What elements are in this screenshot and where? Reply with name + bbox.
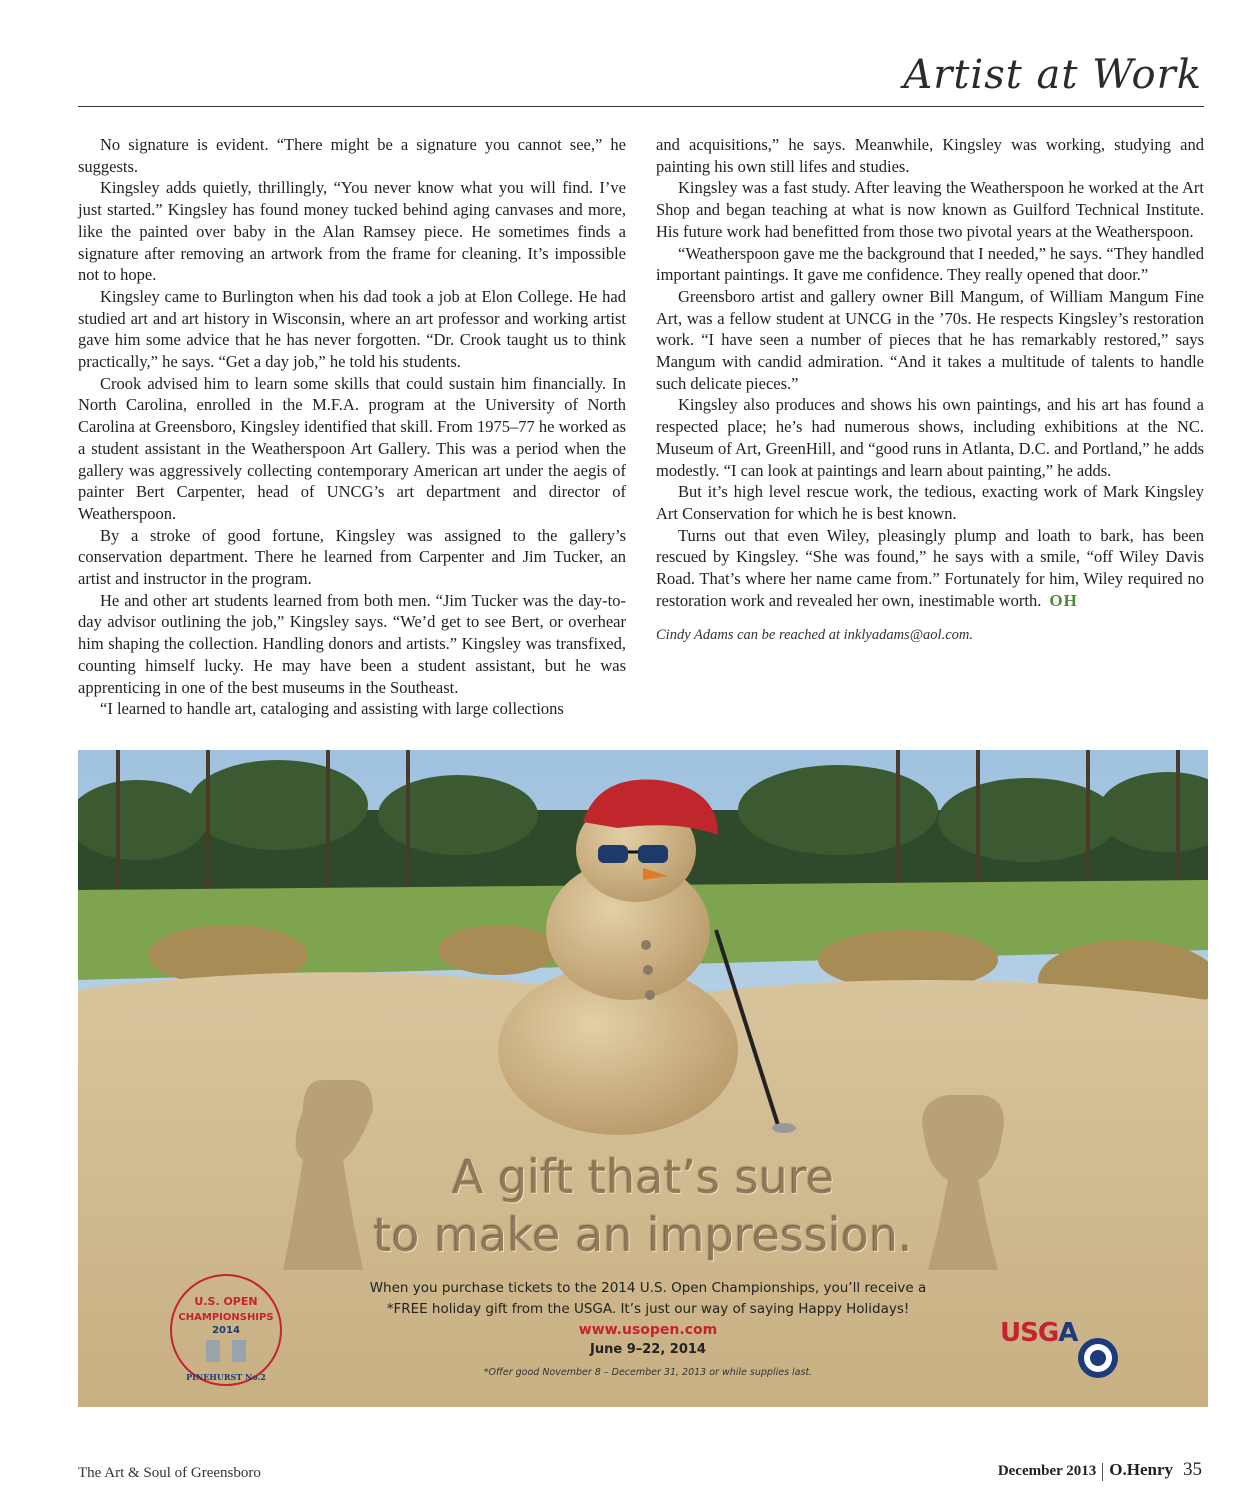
logo-year-text: 2014 — [212, 1325, 240, 1336]
ad-dates: June 9–22, 2014 — [590, 1342, 706, 1357]
paragraph: Kingsley came to Burlington when his dad took a job at Elon College. He had studied art and art history in Wisconsin, where an art professor and working artist gave him some advice that he has never forgotten. “Dr. Crook taught us to think practically,” he says. “Get a day job,” he told his students. — [78, 286, 626, 372]
ad-offer-note: *Offer good November 8 – December 31, 2013 or while supplies last. — [483, 1367, 813, 1378]
right-column — [656, 134, 1204, 647]
paragraph: He and other art students learned from both men. “Jim Tucker was the day-to-day advisor outlining the job,” Kingsley says. “We’d get to see Bert, or overhear him shaping the collection. Handling donors and artists.” Kingsley was transfixed, counting himself lucky. He may have been a student assistant, but he was apprenticing in one of the best museums in the Southeast. — [78, 590, 626, 697]
paragraph: Kingsley was a fast study. After leaving the Weatherspoon he worked at the Art Shop and began teaching at what is now known as Guilford Technical Institute. His future work had benefitted from those two pivotal years at the Weatherspoon. — [656, 178, 1204, 241]
byline: Cindy Adams can be reached at inklyadams@aol.com. — [656, 627, 973, 644]
paragraph: No signature is evident. “There might be a signature you cannot see,” he suggests. — [78, 135, 626, 176]
paragraph: Kingsley adds quietly, thrillingly, “You never know what you will find. I’ve just started.” Kingsley has found money tucked behind aging canvases and more, like the painted over baby in the Alan Ramsey piece. He sometimes finds a signature after removing an artwork from the frame for cleaning. It’s impossible not to hope. — [78, 178, 626, 285]
usga-logo-blue: A — [1058, 1318, 1078, 1348]
paragraph: But it’s high level rescue work, the tedious, exacting work of Mark Kingsley Art Conservation for which he is best known. — [656, 482, 1204, 523]
ad-body — [368, 1278, 928, 1378]
paragraph-text: Turns out that even Wiley, pleasingly plump and loath to bark, has been rescued by Kingsley. “She was found,” he says with a smile, “off Wiley Davis Road. That’s where her name came from.” Fortunately for him, Wiley required no restoration work and revealed her own, inestimable worth. — [656, 525, 1204, 610]
logo-mid-text: CHAMPIONSHIPS — [178, 1312, 274, 1323]
usga-logo — [1000, 1318, 1077, 1348]
paragraph: Greensboro artist and gallery owner Bill Mangum, of William Mangum Fine Art, was a fellow student at UNCG in the ’70s. He respects Kingsley’s restoration work. “I have seen a number of pieces that he has remarkably restored,” says Mangum with candid admiration. “And it takes a multitude of talents to handle such delicate pieces.” — [656, 286, 1204, 393]
paragraph: “I learned to handle art, cataloging and assisting with large collections — [100, 699, 564, 719]
paragraph-final — [656, 525, 1204, 612]
paragraph: Crook advised him to learn some skills that could sustain him financially. In North Carolina, enrolled in the M.F.A. program at the University of North Carolina at Greensboro, Kingsley identified that skill. From 1975–77 he worked as a student assistant in the Weatherspoon Art Gallery. This was a period when the gallery was aggressively collecting contemporary American art under the aegis of painter Bert Carpenter, head of UNCG’s art department and director of Weatherspoon. — [78, 373, 626, 523]
paragraph: Kingsley also produces and shows his own paintings, and his art has found a respected place; he’s had numerous shows, including exhibitions at the NC. Museum of Art, GreenHill, and “good runs in Atlanta, D.C. and Portland,” he adds modestly. “I can look at paintings and learn about painting,” he adds. — [656, 395, 1204, 480]
paragraph-continuation: and acquisitions,” he says. Meanwhile, Kingsley was working, studying and painting his own still lifes and studies. — [656, 135, 1204, 176]
page-number: 35 — [1183, 1459, 1202, 1480]
ad-headline-line-2: to make an impression. — [373, 1208, 913, 1262]
usga-logo-red: USG — [1000, 1318, 1059, 1348]
footer-date: December 2013 — [997, 1463, 1097, 1479]
footer-folio — [998, 1459, 1202, 1481]
footer-tagline: The Art & Soul of Greensboro — [78, 1465, 261, 1481]
footer-brand: O.Henry — [1109, 1460, 1173, 1479]
ad-body-line-2: *FREE holiday gift from the USGA. It’s just our way of saying Happy Holidays! — [386, 1301, 910, 1317]
ad-url-link[interactable]: www.usopen.com — [578, 1322, 718, 1338]
paragraph: By a stroke of good fortune, Kingsley was assigned to the gallery’s conservation department. There he learned from Carpenter and Jim Tucker, an artist and instructor in the program. — [78, 525, 626, 589]
header-rule — [78, 106, 1204, 107]
logo-top-text: U.S. OPEN — [194, 1295, 258, 1308]
footer-divider — [1102, 1463, 1103, 1481]
usga-advertisement — [78, 750, 1208, 1407]
paragraph: “Weatherspoon gave me the background that I needed,” he says. “They handled important paintings. It gave me confidence. They really opened that door.” — [656, 243, 1205, 285]
ad-body-line-1: When you purchase tickets to the 2014 U.S. Open Championships, you’ll receive a — [369, 1280, 927, 1296]
left-column — [78, 134, 626, 720]
ad-headline-line-1: A gift that’s sure — [451, 1150, 835, 1204]
logo-bottom-text: PINEHURST No.2 — [186, 1372, 266, 1382]
end-mark: OH — [1049, 590, 1078, 610]
section-title: Artist at Work — [903, 52, 1202, 98]
